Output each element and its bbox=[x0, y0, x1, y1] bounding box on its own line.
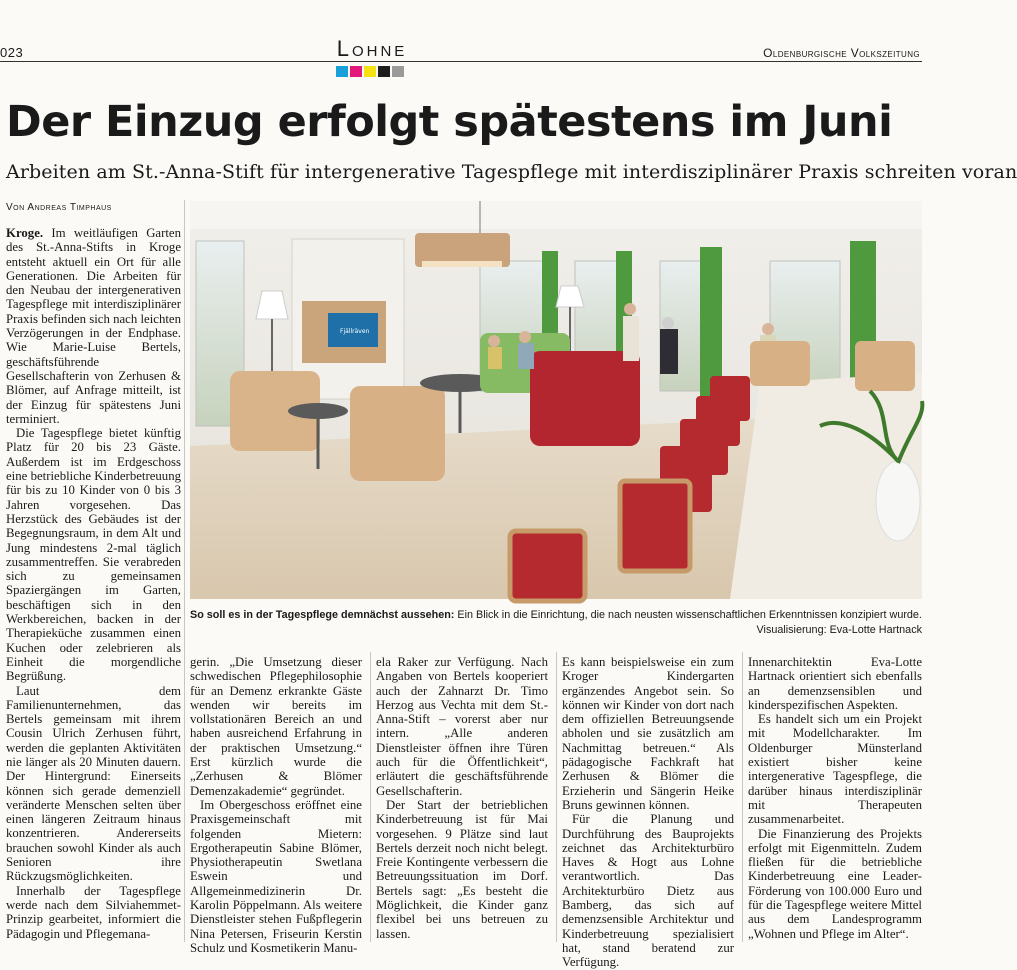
paragraph: Innerhalb der Tagespflege werde nach dem Silviahemmet-Prinzip gearbeitet, informiert die Pädagogin und Pflegemana- bbox=[6, 883, 181, 941]
subheadline: Arbeiten am St.-Anna-Stift für intergenerative Tagespflege mit interdisziplinärer Praxis schreiten voran bbox=[6, 161, 1017, 183]
headline: Der Einzug erfolgt spätestens im Juni bbox=[6, 97, 893, 147]
color-swatch bbox=[364, 66, 376, 77]
dateline: Kroge. bbox=[6, 226, 44, 240]
color-swatch bbox=[350, 66, 362, 77]
color-swatch bbox=[378, 66, 390, 77]
paragraph: ela Raker zur Verfügung. Nach Angaben von Bertels kooperiert auch der Zahnarzt Dr. Timo Herzog aus Vechta mit dem St.-Anna-Stift – vorerst aber nur intern. „Alle anderen Dienstleister öffnen ihre Türen auch für die Öffentlichkeit“, erläutert die geschäftsführende Gesellschafterin. bbox=[376, 655, 548, 798]
paragraph: Im Obergeschoss eröffnet eine Praxisgemeinschaft mit folgenden Mietern: Ergotherapeutin Sabine Blömer, Physiotherapeutin Swetlana Eswein und Allgemeinmedizinerin Dr. Karolin Pöppelmann. Als weitere Dienstleister stehen Fußpflegerin Nina Petersen, Friseurin Kerstin Schulz und Kosmetikerin Manu- bbox=[190, 797, 362, 955]
paragraph: Die Tagespflege bietet künftig Platz für 20 bis 23 Gäste. Außerdem ist im Erdgeschoss eine betriebliche Kinderbetreuung für bis zu 10 Kinder von 0 bis 3 Jahren vorgesehen. Das Herzstück des Gebäudes ist der Begegnungsraum, in dem Alt und Jung mindestens 2-mal täglich zusammentreffen. Sie verabreden sich zu gemeinsamen Spaziergängen im Garten, beschäftigen sich in den Werkbereichen, backen in der Therapieküche zusammen einen Kuchen oder zelebrieren als Einheit die morgendliche Begrüßung. bbox=[6, 426, 181, 684]
paragraph: Der Start der betrieblichen Kinderbetreuung ist für Mai vorgesehen. 9 Plätze sind laut Bertels derzeit noch nicht belegt. Freie Kontingente verbessern die Betreuungssituation im Dorf. Bertels sagt: „Es besteht die Möglichkeit, die Kinder ganz flexibel bei uns betreuen zu lassen. bbox=[376, 797, 548, 941]
tv-screen-text: Fjällräven bbox=[340, 328, 370, 335]
color-swatch bbox=[336, 66, 348, 77]
photo-caption bbox=[190, 609, 922, 623]
paragraph: Laut dem Familienunternehmen, das Bertels gemeinsam mit ihrem Cousin Ulrich Zerhusen führt, werden die geplanten Aktivitäten nie länger als 20 Minuten dauern. Der Hintergrund: Einerseits können sich gerade demenziell veränderte Menschen selten über einen längeren Zeitraum hinaus konzentrieren. Andererseits brauchen sowohl Kinder als auch Senioren ihre Rückzugsmöglichkeiten. bbox=[6, 683, 181, 884]
article-photo bbox=[190, 201, 922, 599]
paper-name: Oldenburgische Volkszeitung bbox=[763, 46, 920, 60]
page-number: 023 bbox=[0, 45, 24, 60]
paragraph: Es kann beispielsweise ein zum Kroger Kindergarten ergänzendes Angebot sein. So können wir Kinder von dort nach dem offiziellen Betreuungsende abholen und sie zusätzlich am Nachmittag betreuen.“ Als pädagogische Fachkraft hat Zerhusen & Blömer die Erzieherin und Sängerin Heike Bruns gewinnen können. bbox=[562, 655, 734, 812]
column-1 bbox=[6, 226, 181, 942]
sep-4 bbox=[742, 652, 743, 942]
paragraph: gerin. „Die Umsetzung dieser schwedischen Pflegephilosophie für an Demenz erkrankte Gäste wenden wir bereits im vollstationären Bereich an und haben ausreichend Erfahrung in der praktischen Umsetzung.“ Erst kürzlich wurde die „Zerhusen & Blömer Demenzakademie“ gegründet. bbox=[190, 655, 362, 798]
paragraph: Es handelt sich um ein Projekt mit Modellcharakter. Im Oldenburger Münsterland existiert bisher keine intergenerative Tagespflege, die darüber hinaus interdisziplinär mit Therapeuten zusammenarbeitet. bbox=[748, 712, 922, 827]
header-rule bbox=[0, 61, 922, 62]
color-swatch bbox=[392, 66, 404, 77]
sep-1 bbox=[184, 200, 185, 942]
color-swatches bbox=[336, 66, 404, 77]
column-3 bbox=[376, 655, 548, 943]
paragraph: Für die Planung und Durchführung des Bauprojekts zeichnet das Architekturbüro Haves & Hogt aus Lohne verantwortlich. Das Architekturbüro Dietz aus Bamberg, das sich auf demenzsensible Architektur und Kinderbetreuung spezialisiert hat, stand beratend zur Verfügung. bbox=[562, 812, 734, 970]
column-2 bbox=[190, 655, 362, 955]
section-title: Lohne bbox=[336, 36, 408, 61]
sep-3 bbox=[556, 652, 557, 942]
paragraph: Innenarchitektin Eva-Lotte Hartnack orientiert sich ebenfalls an demenzsensiblen und kinderspezifischen Aspekten. bbox=[748, 655, 922, 712]
paragraph: Kroge. Im weitläufigen Garten des St.-Anna-Stifts in Kroge entsteht aktuell ein Ort für alle Generationen. Die Arbeiten für den Neubau der intergenerativen Tagespflege mit interdisziplinärer Praxis befinden sich nach leichten Verzögerungen in der Endphase. Wie Marie-Luise Bertels, geschäftsführende Gesellschafterin von Zerhusen & Blömer, auf Anfrage mitteilt, ist der Einzug für spätestens Juni terminiert. bbox=[6, 226, 182, 426]
sep-2 bbox=[370, 652, 371, 942]
column-4 bbox=[562, 655, 734, 970]
caption-lead: So soll es in der Tagespflege demnächst aussehen: bbox=[190, 609, 455, 621]
byline: Von Andreas Timphaus bbox=[6, 202, 112, 213]
caption-text: Ein Blick in die Einrichtung, die nach neusten wissenschaftlichen Erkenntnissen konzipiert wurde. bbox=[457, 609, 922, 621]
paragraph: Die Finanzierung des Projekts erfolgt mit Eigenmitteln. Zudem fließen für die betriebliche Kinderbetreuung eine Leader-Förderung von 100.000 Euro und für die Tagespflege weitere Mittel aus dem Landesprogramm „Wohnen und Pflege im Alter“. bbox=[748, 826, 922, 941]
column-5 bbox=[748, 655, 922, 943]
photo-credit: Visualisierung: Eva-Lotte Hartnack bbox=[756, 624, 922, 636]
